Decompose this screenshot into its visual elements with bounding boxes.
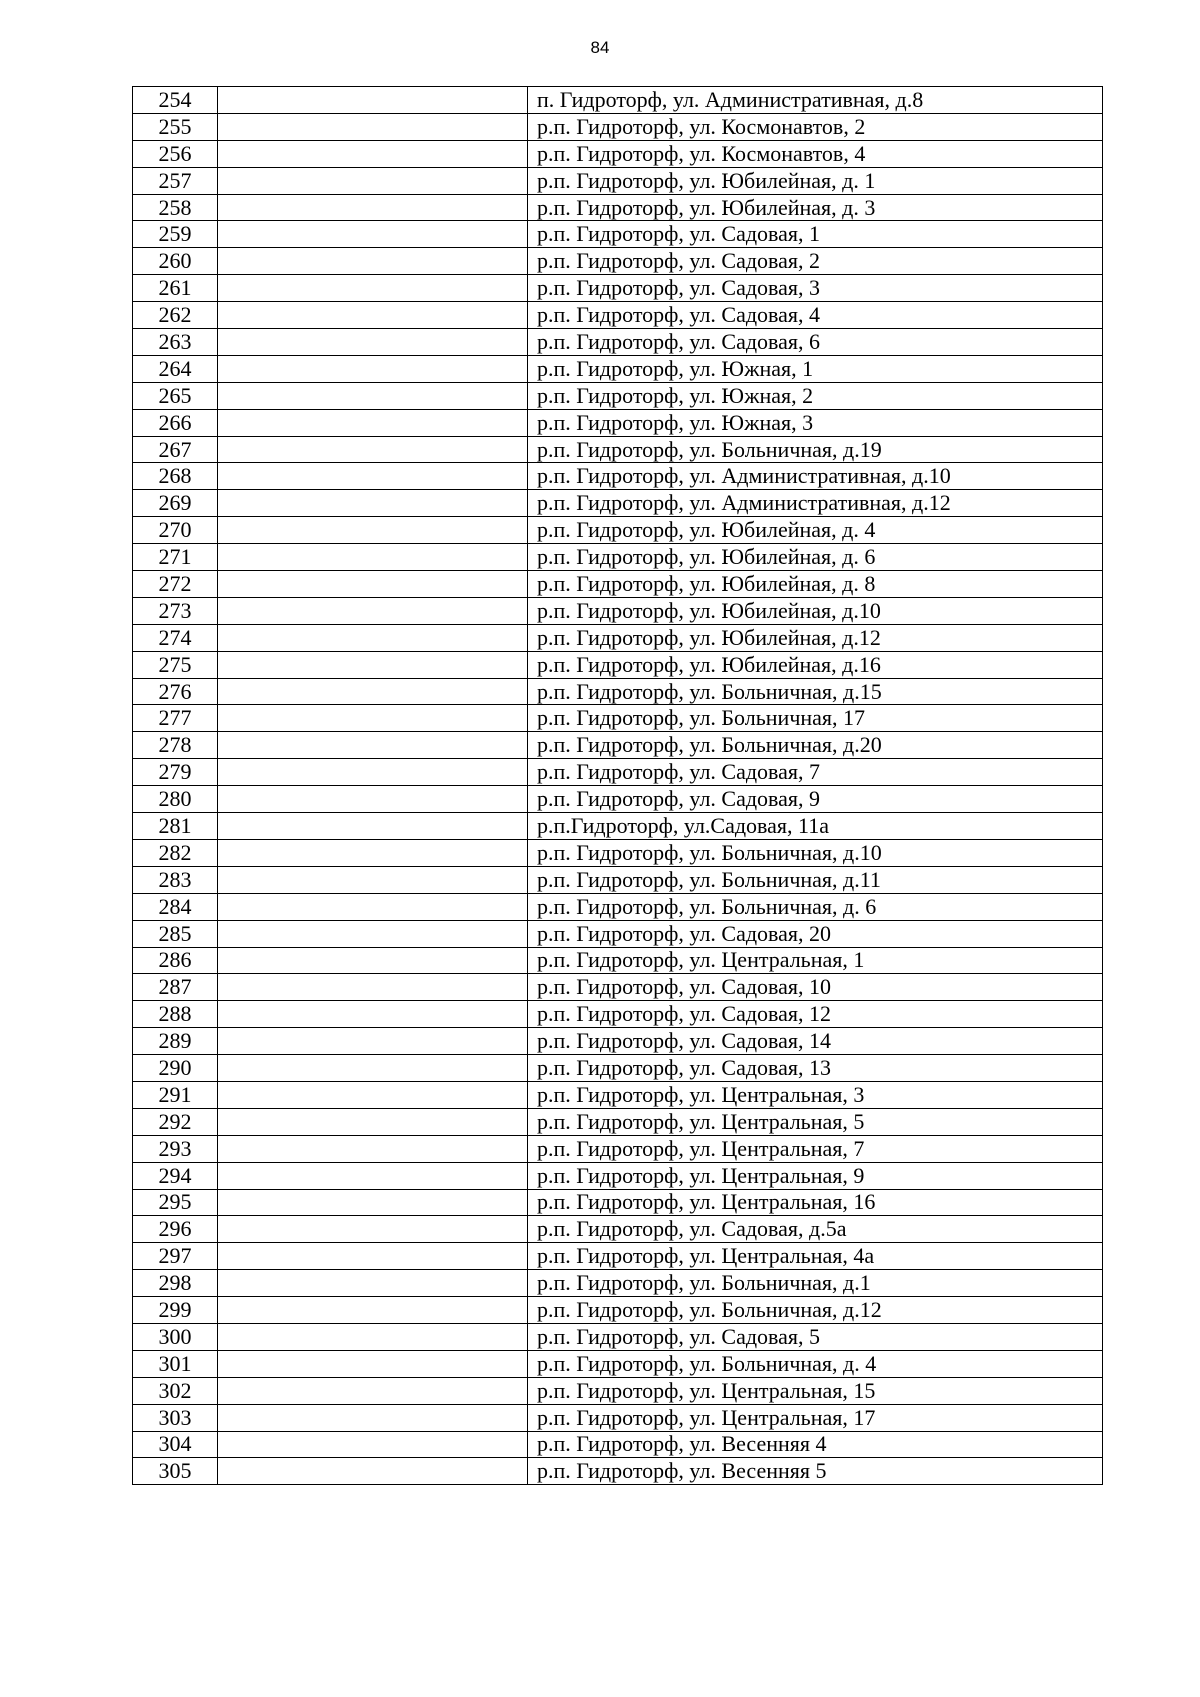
row-number-cell: 305 [133,1458,218,1485]
row-number-cell: 280 [133,786,218,813]
address-cell: р.п. Гидроторф, ул. Садовая, 6 [528,329,1103,356]
row-number-cell: 256 [133,140,218,167]
table-row [133,544,1103,571]
organization-cell [218,87,528,114]
organization-cell [218,1189,528,1216]
table-row [133,140,1103,167]
organization-cell [218,329,528,356]
row-number-cell: 279 [133,759,218,786]
organization-cell [218,1081,528,1108]
table-row [133,1431,1103,1458]
organization-cell [218,1404,528,1431]
organization-cell [218,1028,528,1055]
table-row [133,705,1103,732]
table-row [133,382,1103,409]
table-row [133,947,1103,974]
row-number-cell: 294 [133,1162,218,1189]
row-number-cell: 304 [133,1431,218,1458]
address-cell: р.п. Гидроторф, ул. Юбилейная, д.10 [528,597,1103,624]
table-row [133,87,1103,114]
address-cell: р.п. Гидроторф, ул. Весенняя 5 [528,1458,1103,1485]
table-row [133,1323,1103,1350]
address-cell: р.п. Гидроторф, ул. Центральная, 5 [528,1108,1103,1135]
organization-cell [218,678,528,705]
address-cell: р.п. Гидроторф, ул. Больничная, д.10 [528,839,1103,866]
table-row [133,597,1103,624]
address-cell: р.п. Гидроторф, ул. Юбилейная, д. 3 [528,194,1103,221]
organization-cell [218,275,528,302]
address-table [132,86,1103,1485]
organization-cell [218,113,528,140]
organization-cell [218,920,528,947]
table-row [133,1297,1103,1324]
address-cell: р.п. Гидроторф, ул. Больничная, д.11 [528,866,1103,893]
row-number-cell: 267 [133,436,218,463]
table-row [133,221,1103,248]
table-row [133,732,1103,759]
row-number-cell: 275 [133,651,218,678]
organization-cell [218,732,528,759]
table-row [133,113,1103,140]
address-cell: р.п. Гидроторф, ул. Садовая, 5 [528,1323,1103,1350]
table-row [133,436,1103,463]
address-cell: р.п. Гидроторф, ул. Больничная, д.20 [528,732,1103,759]
row-number-cell: 266 [133,409,218,436]
table-row [133,1108,1103,1135]
address-cell: р.п. Гидроторф, ул. Больничная, д.15 [528,678,1103,705]
organization-cell [218,302,528,329]
row-number-cell: 265 [133,382,218,409]
table-row [133,1243,1103,1270]
organization-cell [218,544,528,571]
address-cell: р.п. Гидроторф, ул. Больничная, д. 4 [528,1350,1103,1377]
address-cell: р.п. Гидроторф, ул. Центральная, 1 [528,947,1103,974]
row-number-cell: 292 [133,1108,218,1135]
row-number-cell: 270 [133,517,218,544]
table-body [133,87,1103,1485]
address-cell: р.п. Гидроторф, ул. Садовая, 20 [528,920,1103,947]
table-row [133,759,1103,786]
row-number-cell: 258 [133,194,218,221]
table-row [133,463,1103,490]
table-row [133,866,1103,893]
address-cell: р.п. Гидроторф, ул. Садовая, д.5а [528,1216,1103,1243]
table-row [133,624,1103,651]
address-cell: р.п. Гидроторф, ул. Административная, д.12 [528,490,1103,517]
organization-cell [218,571,528,598]
row-number-cell: 287 [133,974,218,1001]
organization-cell [218,463,528,490]
row-number-cell: 262 [133,302,218,329]
organization-cell [218,167,528,194]
address-cell: р.п. Гидроторф, ул. Юбилейная, д. 6 [528,544,1103,571]
organization-cell [218,248,528,275]
organization-cell [218,974,528,1001]
row-number-cell: 303 [133,1404,218,1431]
address-cell: р.п. Гидроторф, ул. Южная, 3 [528,409,1103,436]
address-cell: р.п. Гидроторф, ул. Юбилейная, д.16 [528,651,1103,678]
organization-cell [218,221,528,248]
address-cell: р.п. Гидроторф, ул. Южная, 2 [528,382,1103,409]
address-cell: р.п. Гидроторф, ул. Центральная, 16 [528,1189,1103,1216]
row-number-cell: 286 [133,947,218,974]
organization-cell [218,1323,528,1350]
address-cell: р.п. Гидроторф, ул. Садовая, 7 [528,759,1103,786]
organization-cell [218,140,528,167]
row-number-cell: 264 [133,355,218,382]
table-row [133,1001,1103,1028]
organization-cell [218,517,528,544]
address-cell: р.п. Гидроторф, ул. Больничная, 17 [528,705,1103,732]
organization-cell [218,1243,528,1270]
row-number-cell: 301 [133,1350,218,1377]
organization-cell [218,1297,528,1324]
address-cell: р.п. Гидроторф, ул. Садовая, 1 [528,221,1103,248]
organization-cell [218,1135,528,1162]
table-row [133,194,1103,221]
address-cell: п. Гидроторф, ул. Административная, д.8 [528,87,1103,114]
table-row [133,1458,1103,1485]
organization-cell [218,839,528,866]
table-row [133,1162,1103,1189]
address-cell: р.п. Гидроторф, ул. Административная, д.10 [528,463,1103,490]
organization-cell [218,624,528,651]
organization-cell [218,436,528,463]
row-number-cell: 271 [133,544,218,571]
row-number-cell: 260 [133,248,218,275]
table-row [133,839,1103,866]
table-row [133,1189,1103,1216]
organization-cell [218,409,528,436]
organization-cell [218,1270,528,1297]
organization-cell [218,1431,528,1458]
organization-cell [218,1162,528,1189]
table-row [133,974,1103,1001]
row-number-cell: 297 [133,1243,218,1270]
organization-cell [218,759,528,786]
table-row [133,302,1103,329]
row-number-cell: 296 [133,1216,218,1243]
table-row [133,355,1103,382]
address-cell: р.п. Гидроторф, ул. Больничная, д.12 [528,1297,1103,1324]
table-row [133,893,1103,920]
address-cell: р.п. Гидроторф, ул. Садовая, 13 [528,1055,1103,1082]
organization-cell [218,947,528,974]
row-number-cell: 283 [133,866,218,893]
table-row [133,275,1103,302]
table-row [133,1028,1103,1055]
table-row [133,651,1103,678]
page-number: 84 [590,38,610,57]
row-number-cell: 273 [133,597,218,624]
row-number-cell: 300 [133,1323,218,1350]
row-number-cell: 281 [133,813,218,840]
row-number-cell: 259 [133,221,218,248]
table-row [133,1270,1103,1297]
row-number-cell: 277 [133,705,218,732]
row-number-cell: 284 [133,893,218,920]
organization-cell [218,1055,528,1082]
organization-cell [218,786,528,813]
table-row [133,1216,1103,1243]
address-cell: р.п. Гидроторф, ул. Больничная, д. 6 [528,893,1103,920]
address-cell: р.п. Гидроторф, ул. Юбилейная, д.12 [528,624,1103,651]
row-number-cell: 288 [133,1001,218,1028]
table-row [133,329,1103,356]
organization-cell [218,1458,528,1485]
address-cell: р.п. Гидроторф, ул. Юбилейная, д. 1 [528,167,1103,194]
address-cell: р.п. Гидроторф, ул. Центральная, 3 [528,1081,1103,1108]
organization-cell [218,355,528,382]
organization-cell [218,705,528,732]
row-number-cell: 268 [133,463,218,490]
address-cell: р.п. Гидроторф, ул. Центральная, 17 [528,1404,1103,1431]
row-number-cell: 298 [133,1270,218,1297]
address-cell: р.п. Гидроторф, ул. Космонавтов, 4 [528,140,1103,167]
table-row [133,1377,1103,1404]
organization-cell [218,866,528,893]
address-cell: р.п. Гидроторф, ул. Центральная, 4а [528,1243,1103,1270]
address-cell: р.п. Гидроторф, ул. Космонавтов, 2 [528,113,1103,140]
table-row [133,248,1103,275]
table-row [133,167,1103,194]
row-number-cell: 257 [133,167,218,194]
address-cell: р.п. Гидроторф, ул. Центральная, 15 [528,1377,1103,1404]
address-cell: р.п. Гидроторф, ул. Садовая, 9 [528,786,1103,813]
address-cell: р.п. Гидроторф, ул. Садовая, 2 [528,248,1103,275]
row-number-cell: 269 [133,490,218,517]
row-number-cell: 293 [133,1135,218,1162]
organization-cell [218,1216,528,1243]
row-number-cell: 302 [133,1377,218,1404]
organization-cell [218,382,528,409]
organization-cell [218,1001,528,1028]
table-row [133,1055,1103,1082]
organization-cell [218,813,528,840]
address-cell: р.п. Гидроторф, ул. Юбилейная, д. 8 [528,571,1103,598]
table-row [133,490,1103,517]
table-row [133,920,1103,947]
table-row [133,678,1103,705]
row-number-cell: 272 [133,571,218,598]
address-cell: р.п. Гидроторф, ул. Юбилейная, д. 4 [528,517,1103,544]
row-number-cell: 276 [133,678,218,705]
row-number-cell: 254 [133,87,218,114]
table-row [133,1081,1103,1108]
organization-cell [218,1350,528,1377]
address-cell: р.п. Гидроторф, ул. Больничная, д.19 [528,436,1103,463]
address-cell: р.п. Гидроторф, ул. Южная, 1 [528,355,1103,382]
address-cell: р.п. Гидроторф, ул. Центральная, 9 [528,1162,1103,1189]
organization-cell [218,1377,528,1404]
row-number-cell: 261 [133,275,218,302]
table-row [133,409,1103,436]
row-number-cell: 290 [133,1055,218,1082]
address-cell: р.п. Гидроторф, ул. Весенняя 4 [528,1431,1103,1458]
table-row [133,517,1103,544]
address-cell: р.п.Гидроторф, ул.Садовая, 11а [528,813,1103,840]
organization-cell [218,651,528,678]
organization-cell [218,893,528,920]
table-row [133,1404,1103,1431]
organization-cell [218,597,528,624]
table-row [133,1135,1103,1162]
address-cell: р.п. Гидроторф, ул. Садовая, 12 [528,1001,1103,1028]
table-row [133,786,1103,813]
row-number-cell: 263 [133,329,218,356]
address-cell: р.п. Гидроторф, ул. Садовая, 10 [528,974,1103,1001]
organization-cell [218,490,528,517]
table-row [133,813,1103,840]
row-number-cell: 289 [133,1028,218,1055]
row-number-cell: 291 [133,1081,218,1108]
address-cell: р.п. Гидроторф, ул. Больничная, д.1 [528,1270,1103,1297]
row-number-cell: 295 [133,1189,218,1216]
address-cell: р.п. Гидроторф, ул. Садовая, 4 [528,302,1103,329]
address-cell: р.п. Гидроторф, ул. Садовая, 14 [528,1028,1103,1055]
address-cell: р.п. Гидроторф, ул. Центральная, 7 [528,1135,1103,1162]
address-cell: р.п. Гидроторф, ул. Садовая, 3 [528,275,1103,302]
row-number-cell: 282 [133,839,218,866]
row-number-cell: 285 [133,920,218,947]
organization-cell [218,1108,528,1135]
organization-cell [218,194,528,221]
row-number-cell: 255 [133,113,218,140]
table-row [133,1350,1103,1377]
row-number-cell: 278 [133,732,218,759]
row-number-cell: 274 [133,624,218,651]
row-number-cell: 299 [133,1297,218,1324]
table-row [133,571,1103,598]
